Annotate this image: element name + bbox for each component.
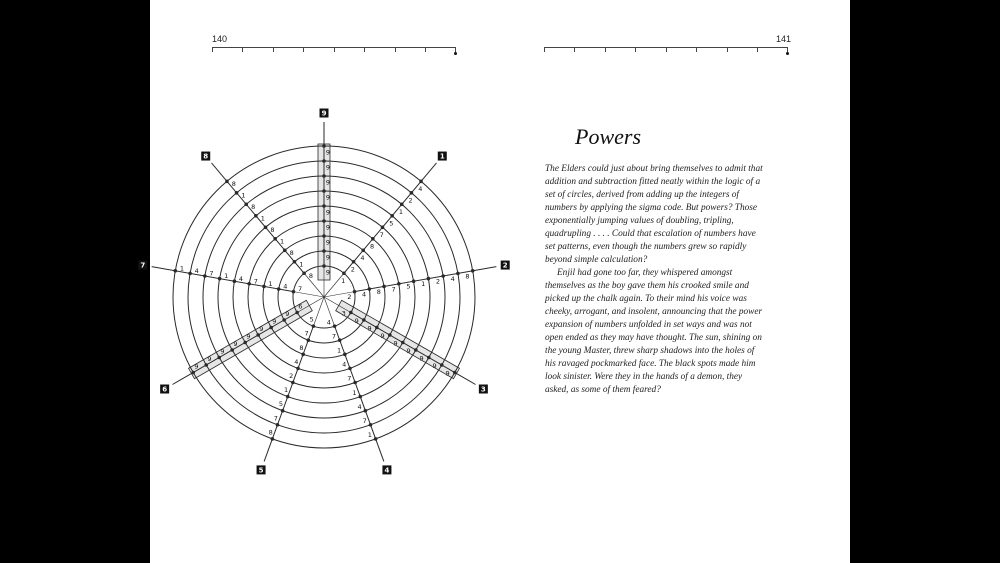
digit-value: 8 bbox=[308, 271, 314, 280]
book-spread bbox=[140, 0, 850, 563]
spoke-dot bbox=[358, 395, 362, 399]
digit-value: 1 bbox=[283, 386, 289, 395]
spoke-dot bbox=[218, 277, 222, 281]
digit-value: 9 bbox=[354, 316, 359, 325]
spoke-dot bbox=[374, 437, 378, 441]
spoke-dot bbox=[322, 264, 326, 268]
spoke-dot bbox=[286, 395, 290, 399]
digit-value: 8 bbox=[289, 248, 294, 257]
spoke-label: 5 bbox=[258, 466, 264, 475]
spoke-dot bbox=[364, 409, 368, 413]
spoke-dot bbox=[254, 214, 258, 218]
digit-value: 1 bbox=[241, 191, 246, 200]
spoke-dot bbox=[291, 381, 295, 385]
digit-value: 1 bbox=[179, 264, 184, 273]
digit-value: 4 bbox=[283, 282, 288, 291]
spoke-dot bbox=[276, 423, 280, 427]
body-text bbox=[545, 163, 765, 397]
digit-value: 9 bbox=[194, 362, 199, 371]
spoke-dot bbox=[369, 423, 373, 427]
spoke-dot bbox=[295, 311, 299, 315]
digit-value: 9 bbox=[259, 325, 264, 334]
spoke-dot bbox=[390, 214, 394, 218]
spoke-dot bbox=[441, 274, 445, 278]
digit-value: 4 bbox=[342, 360, 347, 369]
spoke-dot bbox=[302, 271, 306, 275]
center-ray bbox=[313, 297, 324, 326]
spoke-dot bbox=[401, 341, 405, 345]
spoke-dot bbox=[453, 371, 457, 375]
spoke-dot bbox=[414, 348, 418, 352]
right-page-number: 141 bbox=[776, 34, 792, 44]
spoke-label: 1 bbox=[439, 152, 445, 161]
spoke-dot bbox=[301, 353, 305, 357]
digit-value: 6 bbox=[298, 302, 303, 311]
spoke-dot bbox=[342, 271, 346, 275]
spoke-dot bbox=[353, 290, 357, 294]
spoke-dot bbox=[471, 269, 475, 273]
digit-value: 9 bbox=[272, 317, 277, 326]
spoke-line bbox=[172, 313, 297, 385]
digit-value: 2 bbox=[435, 277, 441, 286]
spoke-dot bbox=[353, 381, 357, 385]
spoke-dot bbox=[456, 272, 460, 276]
digit-value: 4 bbox=[357, 402, 362, 411]
digit-value: 1 bbox=[260, 214, 265, 223]
spoke-dot bbox=[343, 353, 347, 357]
spoke-dot bbox=[362, 318, 366, 322]
spoke-dot bbox=[293, 260, 297, 264]
digit-value: 5 bbox=[389, 219, 394, 228]
spoke-dot bbox=[247, 282, 251, 286]
digit-value: 9 bbox=[325, 193, 331, 202]
spoke-label: 3 bbox=[480, 385, 486, 394]
spoke-dot bbox=[262, 285, 266, 289]
digit-value: 9 bbox=[380, 331, 385, 340]
digit-value: 7 bbox=[298, 285, 303, 294]
spoke-dot bbox=[349, 311, 353, 315]
spoke-dot bbox=[338, 338, 342, 342]
digit-value: 8 bbox=[270, 225, 275, 234]
digit-value: 9 bbox=[325, 268, 331, 277]
spoke-dot bbox=[427, 356, 431, 360]
spoke-label: 2 bbox=[502, 261, 508, 270]
spoke-dot bbox=[322, 234, 326, 238]
spoke-dot bbox=[382, 285, 386, 289]
spoke-line bbox=[351, 313, 476, 385]
spoke-dot bbox=[322, 174, 326, 178]
digit-value: 9 bbox=[325, 148, 331, 157]
spoke-label: 9 bbox=[321, 109, 327, 118]
spoke-label: 8 bbox=[203, 152, 209, 161]
digit-value: 8 bbox=[369, 242, 375, 251]
digit-value: 1 bbox=[336, 346, 342, 355]
spoke-dot bbox=[400, 203, 404, 207]
spoke-dot bbox=[375, 326, 379, 330]
digit-value: 1 bbox=[352, 388, 357, 397]
spoke-dot bbox=[273, 237, 277, 241]
digit-value: 1 bbox=[421, 280, 426, 289]
digit-value: 7 bbox=[347, 374, 352, 383]
spoke-dot bbox=[410, 191, 414, 195]
digit-value: 4 bbox=[450, 274, 455, 283]
digit-value: 8 bbox=[299, 343, 304, 352]
spoke-dot bbox=[427, 277, 431, 281]
digit-value: 9 bbox=[445, 369, 450, 378]
digit-value: 7 bbox=[253, 277, 258, 286]
spoke-dot bbox=[269, 326, 273, 330]
digit-value: 9 bbox=[233, 340, 238, 349]
spoke-dot bbox=[322, 144, 326, 148]
digit-value: 8 bbox=[376, 287, 381, 296]
digit-value: 9 bbox=[325, 253, 331, 262]
digit-value: 7 bbox=[362, 417, 367, 426]
spoke-dot bbox=[235, 191, 239, 195]
chapter-title: Powers bbox=[575, 124, 641, 149]
digit-value: 7 bbox=[273, 414, 278, 423]
spoke-dot bbox=[243, 341, 247, 345]
paragraph-2: Enjil had gone too far, they whispered amongst themselves as the boy gave them his crooked smile and picked up the chalk again. To their mind his voice was cheeky, arrogant, and insolent, announcing that the power expansion of numbers unfolded in set ways and was not open ended as they may have thought. The sun, shining on the young Master, threw sharp shadows into the holes of his ravaged pockmarked face. The black spots made him look sinister. Were they in the hands of a demon, they asked, as some of them feared? bbox=[545, 268, 763, 395]
spoke-label: 6 bbox=[162, 385, 168, 394]
digit-value: 5 bbox=[406, 282, 411, 291]
spoke-dot bbox=[217, 356, 221, 360]
digit-value: 5 bbox=[278, 400, 283, 409]
spoke-dot bbox=[419, 180, 423, 184]
digit-value: 7 bbox=[209, 269, 214, 278]
spoke-dot bbox=[188, 272, 192, 276]
spoke-dot bbox=[264, 225, 268, 229]
spoke-dot bbox=[306, 338, 310, 342]
digit-value: 7 bbox=[391, 285, 396, 294]
left-page-number: 140 bbox=[212, 34, 228, 44]
spoke-dot bbox=[256, 333, 260, 337]
digit-value: 3 bbox=[341, 309, 346, 318]
digit-value: 9 bbox=[207, 355, 212, 364]
spoke-dot bbox=[191, 371, 195, 375]
digit-value: 4 bbox=[362, 290, 367, 299]
spoke-dot bbox=[388, 333, 392, 337]
spoke-dot bbox=[230, 348, 234, 352]
paragraph-1: The Elders could just about bring themselves to admit that addition and subtraction fitted neatly within the logic of a set of circles, derived from adding up the integers of numbers by applying the sigma code. But powers? Those exponentially jumping values of doubling, tripling, quadrupling . . . . Could that escalation of numbers have set patterns, even though the numbers grew so rapidly beyond simple calculation? bbox=[545, 164, 763, 265]
digit-value: 9 bbox=[325, 208, 331, 217]
digit-value: 4 bbox=[294, 357, 299, 366]
spoke-line bbox=[344, 163, 437, 273]
digit-value: 1 bbox=[279, 237, 285, 246]
spoke-dot bbox=[281, 409, 285, 413]
spoke-dot bbox=[296, 367, 300, 371]
spoke-dot bbox=[203, 274, 207, 278]
digit-value: 9 bbox=[220, 347, 225, 356]
digit-value: 1 bbox=[341, 276, 346, 285]
digit-value: 1 bbox=[224, 272, 229, 281]
digit-value: 4 bbox=[238, 274, 244, 283]
digit-value: 4 bbox=[418, 184, 423, 193]
spoke-dot bbox=[322, 189, 326, 193]
spoke-dot bbox=[277, 287, 281, 291]
spoke-dot bbox=[371, 237, 375, 241]
digit-value: 1 bbox=[268, 280, 273, 289]
spoke-dot bbox=[352, 260, 356, 264]
spoke-dot bbox=[312, 324, 316, 328]
digit-value: 8 bbox=[268, 428, 273, 437]
digit-value: 9 bbox=[285, 310, 290, 319]
spoke-dot bbox=[204, 363, 208, 367]
spoke-dot bbox=[333, 324, 337, 328]
spoke-dot bbox=[361, 248, 365, 252]
digit-value: 8 bbox=[465, 272, 470, 281]
spoke-dot bbox=[322, 204, 326, 208]
spoke-dot bbox=[173, 269, 177, 273]
digit-value: 2 bbox=[347, 293, 352, 302]
digit-value: 9 bbox=[325, 223, 331, 232]
digit-value: 9 bbox=[419, 354, 424, 363]
spoke-dot bbox=[348, 367, 352, 371]
spoke-label: 4 bbox=[384, 466, 390, 475]
digit-value: 9 bbox=[325, 238, 331, 247]
digit-value: 4 bbox=[194, 266, 199, 275]
digit-value: 7 bbox=[331, 332, 336, 341]
spoke-dot bbox=[440, 363, 444, 367]
spoke-dot bbox=[282, 318, 286, 322]
digit-value: 8 bbox=[231, 179, 236, 188]
digit-value: 2 bbox=[350, 265, 355, 274]
digit-value: 9 bbox=[432, 361, 437, 370]
spoke-dot bbox=[322, 249, 326, 253]
digit-value: 9 bbox=[246, 332, 251, 341]
spoke-dot bbox=[271, 437, 275, 441]
spoke-dot bbox=[292, 290, 296, 294]
spoke-dot bbox=[322, 159, 326, 163]
digit-value: 8 bbox=[251, 202, 256, 211]
digit-value: 5 bbox=[309, 315, 314, 324]
digit-value: 9 bbox=[325, 163, 331, 172]
spoke-dot bbox=[283, 248, 287, 252]
spoke-dot bbox=[233, 279, 237, 283]
digit-value: 1 bbox=[398, 207, 404, 216]
digit-value: 9 bbox=[325, 178, 331, 187]
digit-value: 9 bbox=[406, 346, 411, 355]
digit-value: 7 bbox=[379, 230, 384, 239]
spoke-label: 7 bbox=[140, 261, 146, 270]
digit-value: 4 bbox=[326, 318, 331, 327]
spoke-dot bbox=[244, 203, 248, 207]
digit-value: 1 bbox=[299, 260, 304, 269]
spoke-dot bbox=[381, 225, 385, 229]
spoke-dot bbox=[368, 287, 372, 291]
spoke-dot bbox=[412, 279, 416, 283]
spoke-dot bbox=[225, 180, 229, 184]
spoke-dot bbox=[322, 219, 326, 223]
digit-value: 2 bbox=[289, 372, 294, 381]
digit-value: 4 bbox=[360, 253, 365, 262]
digit-value: 9 bbox=[393, 339, 398, 348]
digit-value: 7 bbox=[304, 329, 309, 338]
spoke-dot bbox=[397, 282, 401, 286]
digit-value: 2 bbox=[408, 196, 413, 205]
digit-value: 1 bbox=[367, 431, 372, 440]
digit-value: 9 bbox=[367, 324, 372, 333]
